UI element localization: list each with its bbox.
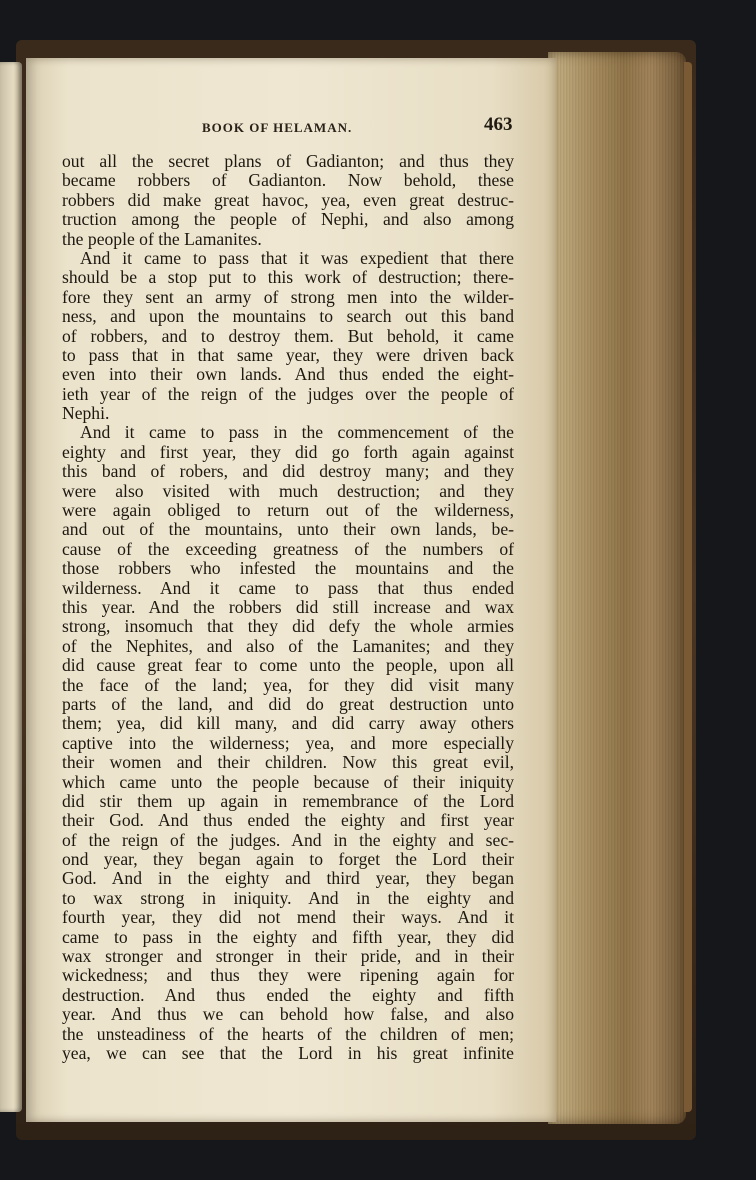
text-line: ieth year of the reign of the judges over the people of xyxy=(62,383,514,404)
text-line: wilderness. And it came to pass that thus ended xyxy=(62,577,514,598)
text-line: Nephi. xyxy=(62,403,110,424)
text-line: to pass that in that same year, they were driven back xyxy=(62,344,514,365)
text-line: the unsteadiness of the hearts of the children of men; xyxy=(62,1023,514,1044)
text-line: came to pass in the eighty and fifth year, they did xyxy=(62,926,514,947)
text-line: truction among the people of Nephi, and also among xyxy=(62,209,514,230)
text-line: were again obliged to return out of the wilderness, xyxy=(62,500,514,521)
text-line: out all the secret plans of Gadianton; and thus they xyxy=(62,151,514,171)
text-line: fourth year, they did not mend their ways. And it xyxy=(62,907,514,928)
text-line: strong, insomuch that they did defy the whole armies xyxy=(62,616,514,637)
text-line: those robbers who infested the mountains and the xyxy=(62,558,514,579)
text-line: of the Nephites, and also of the Lamanites; and they xyxy=(62,635,514,656)
running-head xyxy=(26,114,556,138)
text-line: to wax strong in iniquity. And in the eighty and xyxy=(62,887,514,908)
text-line: And it came to pass that it was expedient that there xyxy=(80,247,514,268)
text-line: wax stronger and stronger in their pride, and in their xyxy=(62,946,514,967)
text-line: did cause great fear to come unto the people, upon all xyxy=(62,655,514,676)
text-line: ness, and upon the mountains to search out this band xyxy=(62,306,514,327)
text-line: of robbers, and to destroy them. But behold, it came xyxy=(62,325,514,346)
text-line: should be a stop put to this work of destruction; there- xyxy=(62,267,514,288)
text-line: the face of the land; yea, for they did visit many xyxy=(62,674,514,695)
text-line: their God. And thus ended the eighty and first year xyxy=(62,810,514,831)
text-line: and out of the mountains, unto their own lands, be- xyxy=(62,519,514,540)
body-text xyxy=(62,152,514,1063)
text-line: cause of the exceeding greatness of the numbers of xyxy=(62,538,514,559)
text-line: of the reign of the judges. And in the eighty and sec- xyxy=(62,829,514,850)
text-line: the people of the Lamanites. xyxy=(62,228,262,249)
page-block-fore-edge xyxy=(548,52,686,1124)
text-line: destruction. And thus ended the eighty and fifth xyxy=(62,984,514,1005)
text-line: this year. And the robbers did still increase and wax xyxy=(62,596,514,617)
text-line: yea, we can see that the Lord in his great infinite xyxy=(62,1042,514,1063)
text-line: them; yea, did kill many, and did carry away others xyxy=(62,713,514,734)
text-line: were also visited with much destruction; and they xyxy=(62,480,514,501)
cover-edge-strip xyxy=(684,62,692,1112)
text-line: wickedness; and thus they were ripening again for xyxy=(62,965,514,986)
text-line: year. And thus we can behold how false, and also xyxy=(62,1004,514,1025)
text-line: And it came to pass in the commencement of the xyxy=(80,422,514,443)
page-number: 463 xyxy=(484,114,513,135)
text-line: their women and their children. Now this great evil, xyxy=(62,752,514,773)
text-line: this band of robers, and did destroy many; and they xyxy=(62,461,514,482)
book-page xyxy=(26,58,556,1122)
text-line: ond year, they began again to forget the Lord their xyxy=(62,849,514,870)
text-line: became robbers of Gadianton. Now behold, these xyxy=(62,170,514,191)
text-line: God. And in the eighty and third year, they began xyxy=(62,868,514,889)
previous-page-edge xyxy=(0,62,22,1112)
text-line: which came unto the people because of their iniquity xyxy=(62,771,514,792)
text-line: captive into the wilderness; yea, and more especially xyxy=(62,732,514,753)
text-line: robbers did make great havoc, yea, even great destruc- xyxy=(62,189,514,210)
text-line: even into their own lands. And thus ended the eight- xyxy=(62,364,514,385)
text-line: did stir them up again in remembrance of the Lord xyxy=(62,790,514,811)
text-line: eighty and first year, they did go forth again against xyxy=(62,441,514,462)
text-line: fore they sent an army of strong men into the wilder- xyxy=(62,286,514,307)
running-head-title: BOOK OF HELAMAN. xyxy=(202,120,353,135)
text-line: parts of the land, and did do great destruction unto xyxy=(62,693,514,714)
